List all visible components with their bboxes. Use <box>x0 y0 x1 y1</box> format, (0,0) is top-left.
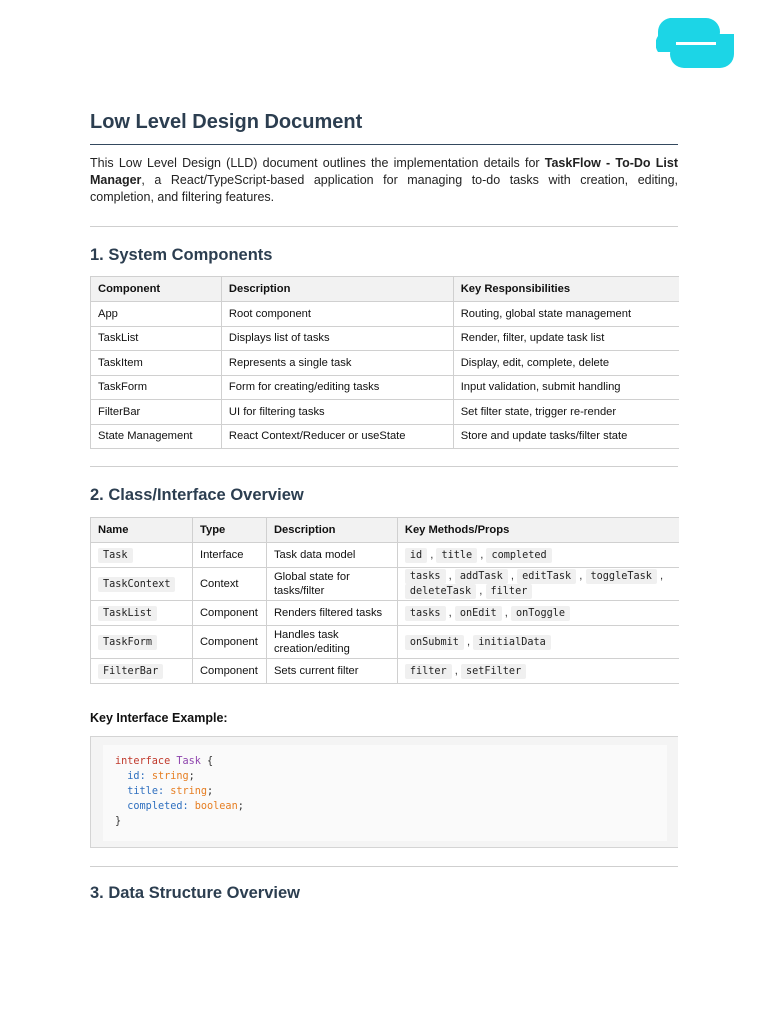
table-cell: UI for filtering tasks <box>221 400 453 425</box>
table-cell: App <box>91 302 222 327</box>
table-cell: TaskForm <box>91 375 222 400</box>
table-cell: Store and update tasks/filter state <box>453 424 679 449</box>
table-row <box>91 302 680 327</box>
code-prop: onSubmit <box>405 635 464 650</box>
table-cell <box>91 543 193 568</box>
column-header: Description <box>266 518 397 543</box>
intro-paragraph <box>90 155 678 206</box>
table-cell: Displays list of tasks <box>221 326 453 351</box>
code-field-name: completed <box>127 801 183 812</box>
table-cell: Component <box>192 601 266 626</box>
code-prop: onToggle <box>511 606 570 621</box>
code-type-name: Task <box>176 756 201 767</box>
code-block-inner <box>103 745 667 841</box>
table-header-row <box>91 277 680 302</box>
code-field-type: boolean <box>194 801 238 812</box>
table-cell: TaskList <box>91 326 222 351</box>
table-row <box>91 375 680 400</box>
divider <box>90 226 678 227</box>
logo-icon <box>656 16 736 70</box>
table-cell: Renders filtered tasks <box>266 601 397 626</box>
code-name: TaskList <box>98 606 157 621</box>
code-name: FilterBar <box>98 664 163 679</box>
table-cell: State Management <box>91 424 222 449</box>
code-prop: filter <box>486 584 533 599</box>
section-heading-data-structure: 3. Data Structure Overview <box>90 884 301 902</box>
table-cell: Routing, global state management <box>453 302 679 327</box>
code-prop: onEdit <box>455 606 502 621</box>
code-keyword: interface <box>115 756 171 767</box>
code-prop: setFilter <box>461 664 526 679</box>
class-interface-table <box>90 517 679 684</box>
code-field-name: id <box>127 771 140 782</box>
code-listing: interface Task { id: string; title: string; completed: boolean; } <box>115 756 244 827</box>
table-cell: Input validation, submit handling <box>453 375 679 400</box>
code-field-type: string <box>170 786 208 797</box>
code-prop: toggleTask <box>586 569 657 584</box>
code-prop: initialData <box>473 635 550 650</box>
code-name: TaskForm <box>98 635 157 650</box>
code-prop: editTask <box>517 569 576 584</box>
table-cell: Root component <box>221 302 453 327</box>
table-cell: Component <box>192 626 266 659</box>
table-row <box>91 326 680 351</box>
table-cell: Represents a single task <box>221 351 453 376</box>
table-cell: FilterBar <box>91 400 222 425</box>
table-cell <box>91 626 193 659</box>
intro-text-end: , a React/TypeScript-based application for managing to-do tasks with creation, editing, completion, and filtering features. <box>90 173 678 204</box>
table-cell: tasks , onEdit , onToggle <box>397 601 679 626</box>
code-name: Task <box>98 548 133 563</box>
code-block <box>90 736 678 848</box>
code-prop: id <box>405 548 427 563</box>
table-row <box>91 568 680 601</box>
column-header: Key Responsibilities <box>453 277 679 302</box>
code-brace-open: { <box>200 756 214 767</box>
table-header-row <box>91 518 680 543</box>
code-name: TaskContext <box>98 577 175 592</box>
section-heading-class-interface: 2. Class/Interface Overview <box>90 486 304 504</box>
table-row <box>91 351 680 376</box>
table-row <box>91 601 680 626</box>
table-cell: Global state for tasks/filter <box>266 568 397 601</box>
table-cell: Sets current filter <box>266 659 397 684</box>
system-components-table <box>90 276 679 449</box>
code-prop: title <box>436 548 477 563</box>
table-cell <box>91 568 193 601</box>
table-cell: Handles task creation/editing <box>266 626 397 659</box>
table-cell: tasks , addTask , editTask , toggleTask , deleteTask , filter <box>397 568 679 601</box>
code-prop: deleteTask <box>405 584 476 599</box>
table-row <box>91 424 680 449</box>
intro-text-start: This Low Level Design (LLD) document outlines the implementation details for <box>90 156 545 170</box>
table-cell: Render, filter, update task list <box>453 326 679 351</box>
section-heading-system-components: 1. System Components <box>90 246 273 264</box>
document-title: Low Level Design Document <box>90 111 678 145</box>
column-header: Name <box>91 518 193 543</box>
table-cell: Form for creating/editing tasks <box>221 375 453 400</box>
table-cell <box>91 601 193 626</box>
code-prop: tasks <box>405 606 446 621</box>
divider <box>90 466 678 467</box>
table-row <box>91 626 680 659</box>
table-cell: Component <box>192 659 266 684</box>
table-cell: TaskItem <box>91 351 222 376</box>
table-cell: filter , setFilter <box>397 659 679 684</box>
column-header: Key Methods/Props <box>397 518 679 543</box>
code-prop: tasks <box>405 569 446 584</box>
table-cell <box>91 659 193 684</box>
column-header: Description <box>221 277 453 302</box>
table-cell: Display, edit, complete, delete <box>453 351 679 376</box>
table-cell: id , title , completed <box>397 543 679 568</box>
table-cell: React Context/Reducer or useState <box>221 424 453 449</box>
table-cell: onSubmit , initialData <box>397 626 679 659</box>
table-cell: Task data model <box>266 543 397 568</box>
code-prop: completed <box>486 548 551 563</box>
code-brace-close: } <box>115 816 122 827</box>
column-header: Type <box>192 518 266 543</box>
table-row <box>91 400 680 425</box>
table-cell: Interface <box>192 543 266 568</box>
divider <box>90 866 678 867</box>
table-row <box>91 659 680 684</box>
table-cell: Context <box>192 568 266 601</box>
column-header: Component <box>91 277 222 302</box>
code-prop: filter <box>405 664 452 679</box>
code-prop: addTask <box>455 569 508 584</box>
table-row <box>91 543 680 568</box>
code-field-name: title <box>127 786 158 797</box>
code-field-type: string <box>151 771 189 782</box>
key-interface-example-label: Key Interface Example: <box>90 711 228 725</box>
table-cell: Set filter state, trigger re-render <box>453 400 679 425</box>
intro-project-name: TaskFlow - To-Do List Manager <box>90 156 678 187</box>
